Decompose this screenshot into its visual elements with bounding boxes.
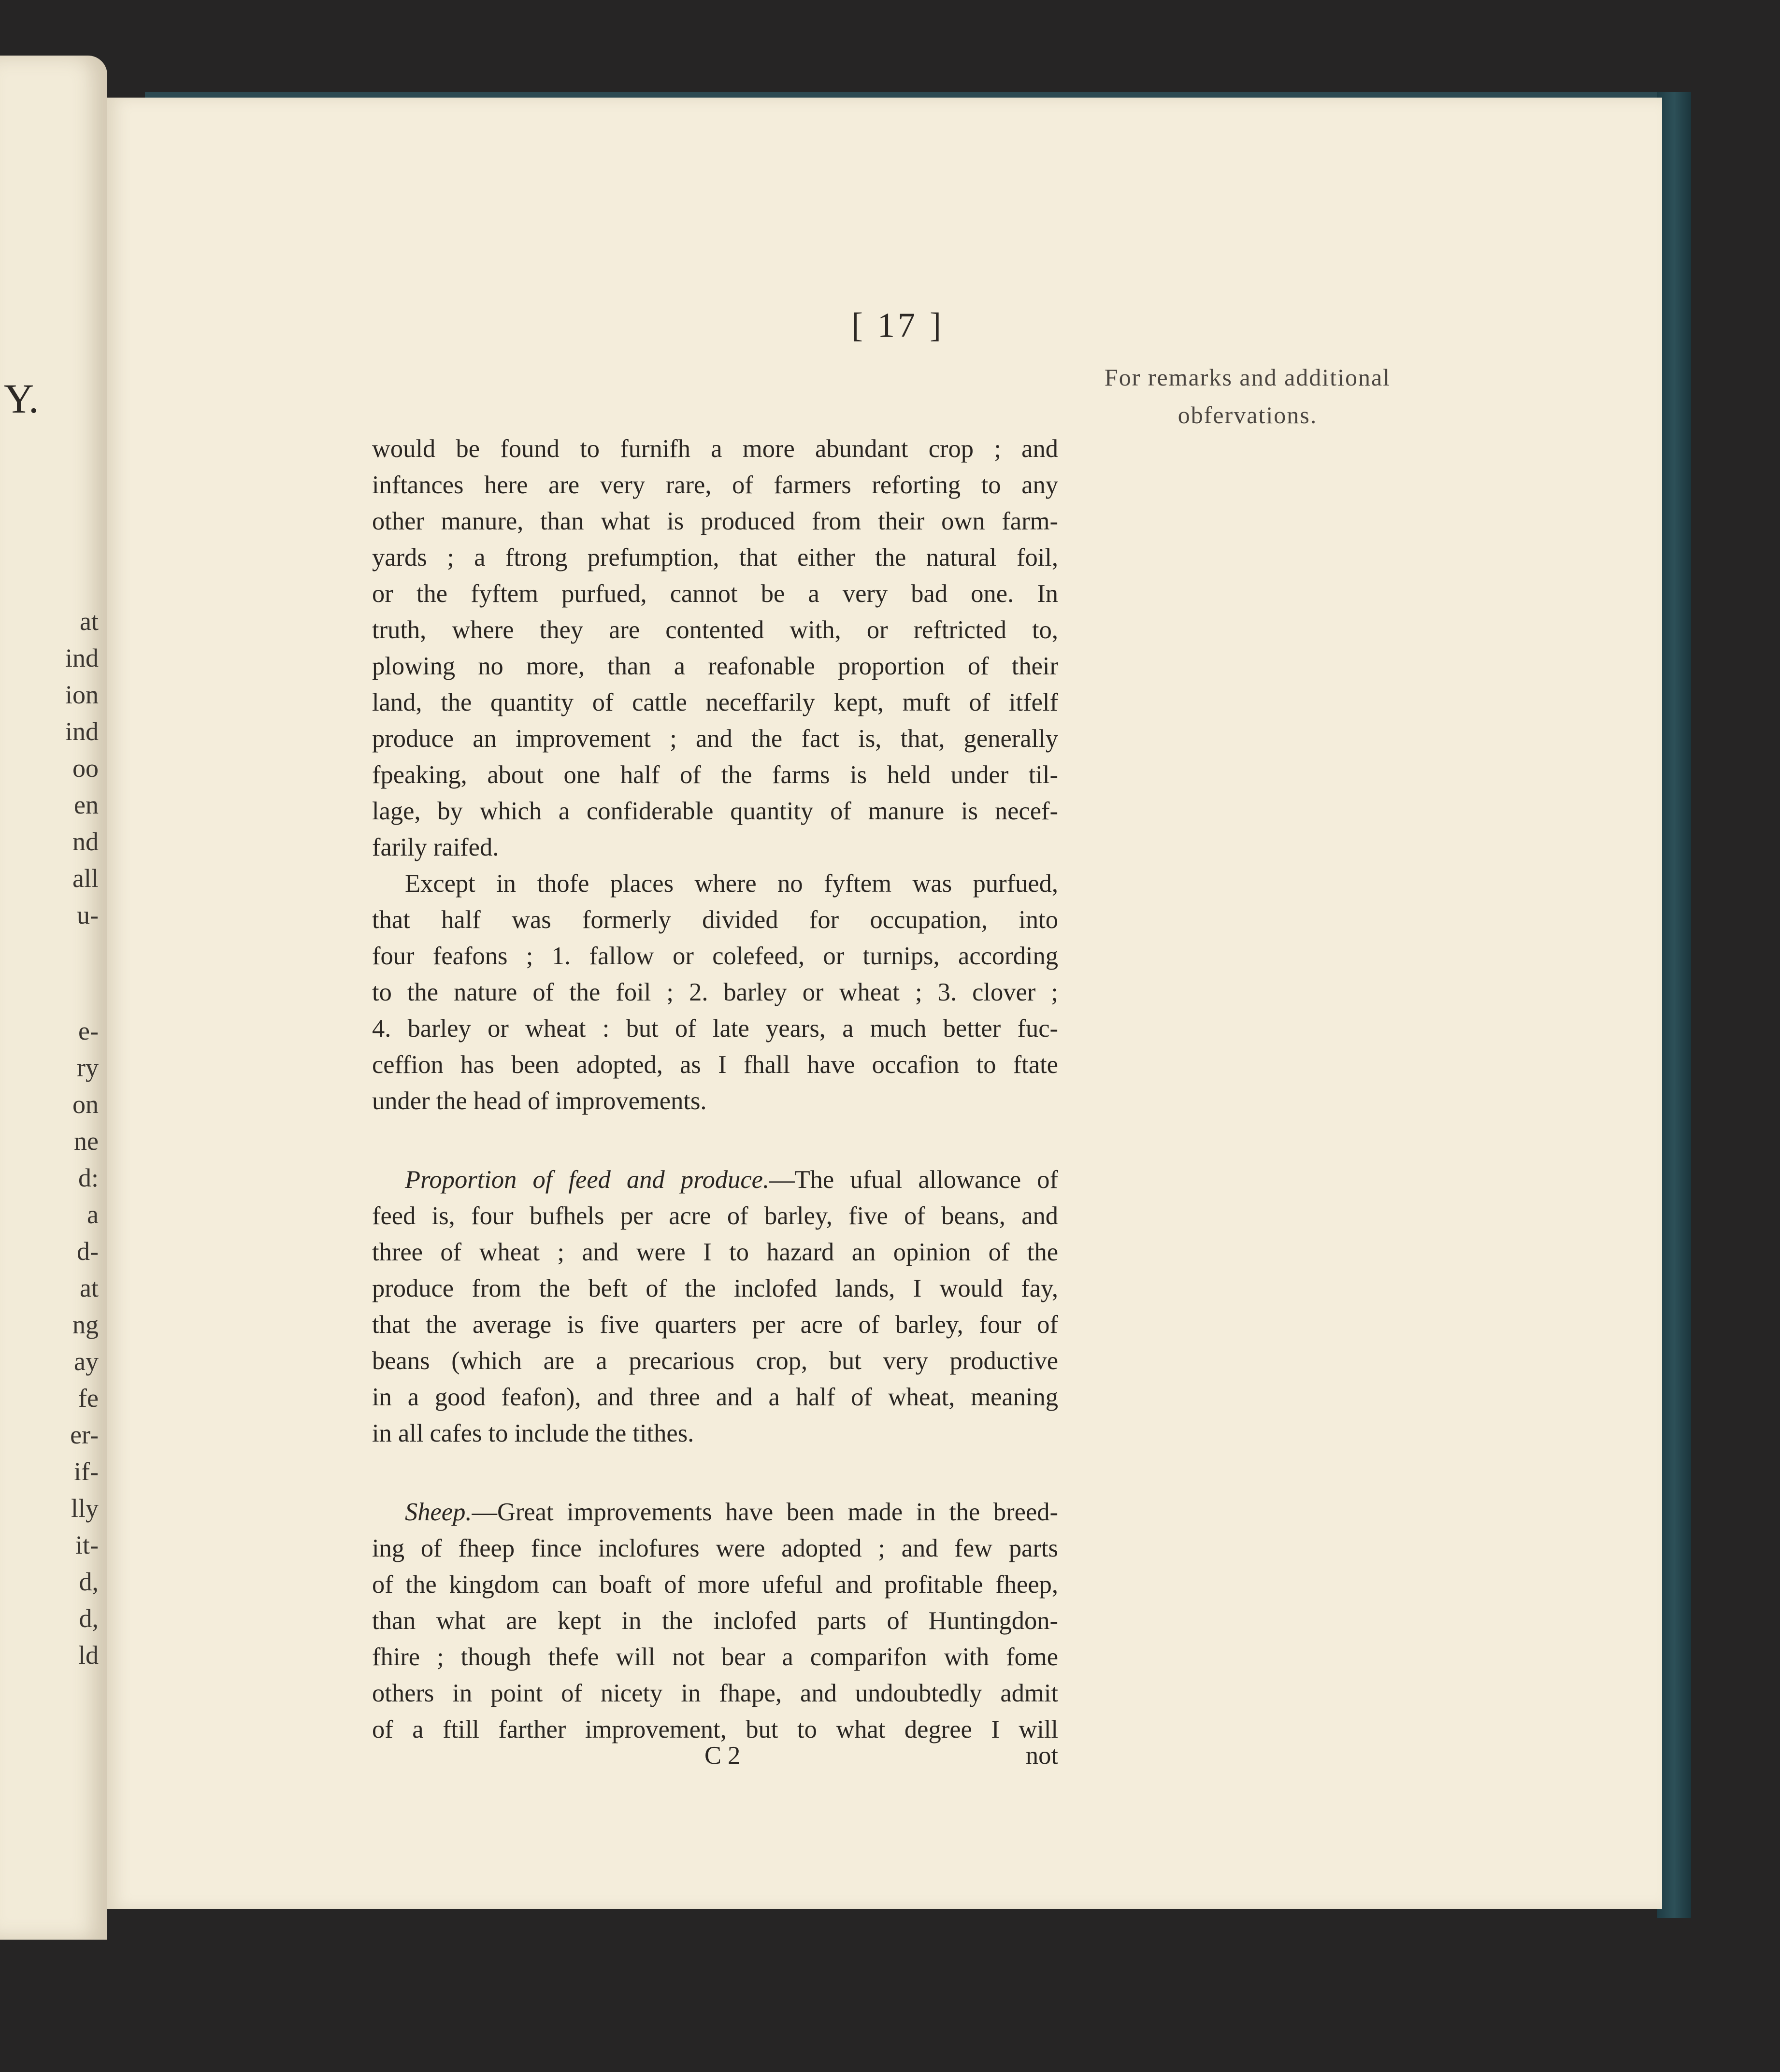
left-line-fragment: all: [72, 864, 99, 893]
right-page: [107, 98, 1662, 1909]
text-line: fhire ; though thefe will not bear a comparifon with fome: [372, 1643, 1058, 1671]
text-line: produce from the beft of the inclofed lands, I would fay,: [372, 1274, 1058, 1302]
text-line: yards ; a ftrong prefumption, that either the natural foil,: [372, 543, 1058, 572]
section-heading: Proportion of feed and produce.: [405, 1166, 770, 1194]
left-line-fragment: ry: [77, 1053, 99, 1082]
text-line: other manure, than what is produced from their own farm-: [372, 507, 1058, 535]
text-line: lage, by which a confiderable quantity of manure is necef-: [372, 797, 1058, 825]
left-line-fragment: oo: [72, 754, 99, 783]
text-line: in all cafes to include the tithes.: [372, 1419, 694, 1447]
left-line-fragment: lly: [71, 1494, 99, 1523]
text-line: that the average is five quarters per acre of barley, four of: [372, 1311, 1058, 1339]
left-line-fragment: ne: [74, 1127, 99, 1156]
text-line: Except in thofe places where no fyftem was purfued,: [405, 870, 1058, 898]
left-line-fragment: fe: [78, 1384, 99, 1413]
text-line: ing of fheep fince inclofures were adopted ; and few parts: [372, 1534, 1058, 1562]
text-line: in a good feafon), and three and a half of wheat, meaning: [372, 1383, 1058, 1411]
text-line: produce an improvement ; and the fact is, that, generally: [372, 725, 1058, 753]
left-line-fragment: nd: [72, 827, 99, 856]
text-line: others in point of nicety in fhape, and undoubtedly admit: [372, 1679, 1058, 1707]
text-line: 4. barley or wheat : but of late years, a much better fuc-: [372, 1015, 1058, 1043]
left-line-fragment: u-: [77, 900, 99, 929]
book-board-right-edge: [1657, 92, 1691, 1918]
left-line-fragment: it-: [75, 1530, 99, 1559]
page-number: [ 17 ]: [851, 306, 944, 344]
text-line: inftances here are very rare, of farmers reforting to any: [372, 471, 1058, 499]
text-run: —The ufual allowance of: [769, 1166, 1058, 1194]
left-line-fragment: at: [80, 1273, 99, 1302]
left-line-fragment: en: [74, 790, 99, 819]
text-line: land, the quantity of cattle neceffarily kept, muft of itfelf: [372, 688, 1058, 716]
text-line: [372, 1162, 1058, 1198]
paragraph-spacer: [372, 1119, 1058, 1162]
text-line: ceffion has been adopted, as I fhall have occafion to ftate: [372, 1051, 1058, 1079]
left-line-fragment: ind: [65, 717, 99, 746]
text-line: beans (which are a precarious crop, but very productive: [372, 1347, 1058, 1375]
signature-mark: C 2: [704, 1742, 741, 1770]
text-line: four feafons ; 1. fallow or colefeed, or turnips, according: [372, 942, 1058, 970]
section-heading: Sheep.: [405, 1498, 472, 1526]
left-line-fragment: d-: [77, 1237, 99, 1266]
left-line-fragment: at: [80, 607, 99, 636]
margin-note: [1103, 358, 1392, 434]
text-line: of a ftill farther improvement, but to what degree I will: [372, 1715, 1058, 1743]
margin-note-line: For remarks and additional: [1104, 364, 1391, 391]
text-line: under the head of improvements.: [372, 1087, 707, 1115]
text-line: that half was formerly divided for occupation, into: [372, 906, 1058, 934]
text-run: —Great improvements have been made in the breed-: [472, 1498, 1058, 1526]
paragraph: [372, 866, 1058, 1119]
text-line: or the fyftem purfued, cannot be a very bad one. In: [372, 580, 1058, 608]
text-line: of the kingdom can boaft of more ufeful and profitable fheep,: [372, 1571, 1058, 1599]
paragraph: [372, 1494, 1058, 1748]
left-line-fragment: if-: [74, 1457, 99, 1486]
left-line-fragment: ind: [65, 643, 99, 672]
left-facing-page: [0, 56, 107, 1940]
left-line-fragment: ay: [74, 1347, 99, 1376]
left-line-fragment: on: [72, 1090, 99, 1119]
text-line: truth, where they are contented with, or reftricted to,: [372, 616, 1058, 644]
paragraph-spacer: [372, 1452, 1058, 1494]
left-line-fragment: a: [87, 1200, 99, 1229]
text-line: than what are kept in the inclofed parts of Huntingdon-: [372, 1607, 1058, 1635]
left-line-fragment: ion: [65, 680, 99, 709]
text-line: farily raifed.: [372, 833, 499, 861]
page-footer: [372, 1738, 1058, 1774]
paragraph: [372, 1162, 1058, 1452]
text-line: [372, 1494, 1058, 1530]
left-line-fragment: d,: [79, 1604, 99, 1633]
text-line: would be found to furnifh a more abundant crop ; and: [372, 435, 1058, 463]
paragraph: [372, 431, 1058, 866]
left-line-fragment: e-: [78, 1016, 99, 1045]
text-line: feed is, four bufhels per acre of barley, five of beans, and: [372, 1202, 1058, 1230]
left-line-fragment: er-: [70, 1420, 99, 1449]
text-line: plowing no more, than a reafonable proportion of their: [372, 652, 1058, 680]
left-line-fragment: ld: [78, 1641, 99, 1670]
text-line: three of wheat ; and were I to hazard an opinion of the: [372, 1238, 1058, 1266]
body-text: [372, 431, 1058, 1748]
left-line-fragment: d,: [79, 1567, 99, 1596]
left-line-fragment: ng: [72, 1310, 99, 1339]
left-line-fragment: d:: [78, 1163, 99, 1192]
margin-note-line: obfervations.: [1177, 401, 1318, 429]
catchword: not: [1025, 1742, 1058, 1770]
text-line: fpeaking, about one half of the farms is held under til-: [372, 761, 1058, 789]
text-line: to the nature of the foil ; 2. barley or wheat ; 3. clover ;: [372, 978, 1058, 1006]
left-page-heading-fragment: Y.: [4, 375, 39, 422]
